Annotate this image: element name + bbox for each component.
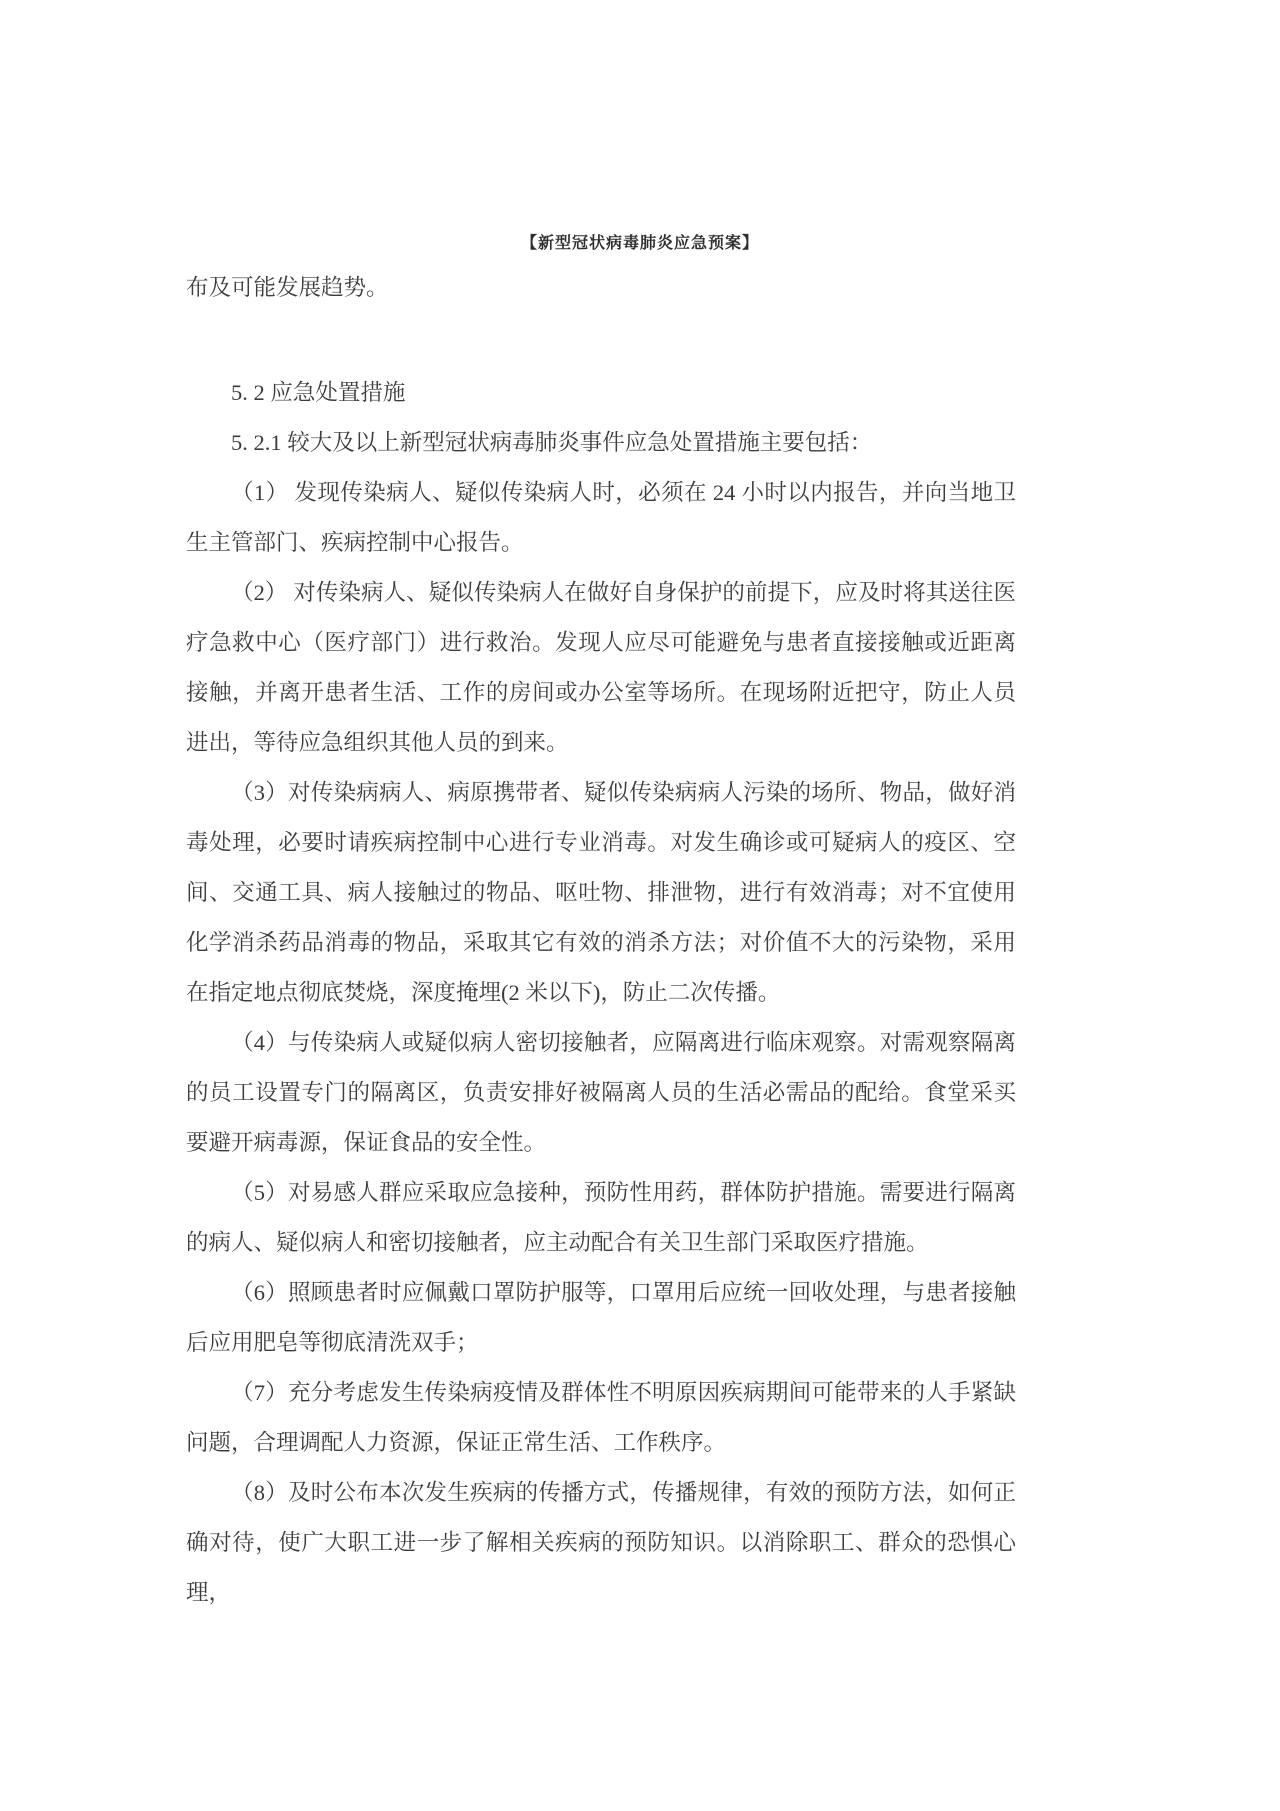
paragraph-item-7: （7）充分考虑发生传染病疫情及群体性不明原因疾病期间可能带来的人手紧缺问题，合理调配人力资源，保证正常生活、工作秩序。 (186, 1380, 1016, 1455)
section-heading-5-2: 5. 2 应急处置措施 (231, 380, 406, 405)
paragraph-item-5: （5）对易感人群应采取应急接种，预防性用药，群体防护措施。需要进行隔离的病人、疑似病人和密切接触者，应主动配合有关卫生部门采取医疗措施。 (186, 1180, 1016, 1255)
paragraph-item-1: （1） 发现传染病人、疑似传染病人时，必须在 24 小时以内报告，并向当地卫生主管部门、疾病控制中心报告。 (186, 480, 1016, 555)
section-heading-5-2-1: 5. 2.1 较大及以上新型冠状病毒肺炎事件应急处置措施主要包括： (231, 430, 873, 455)
paragraph-item-4: （4）与传染病人或疑似病人密切接触者，应隔离进行临床观察。对需观察隔离的员工设置专门的隔离区，负责安排好被隔离人员的生活必需品的配给。食堂采买要避开病毒源，保证食品的安全性。 (186, 1030, 1016, 1155)
paragraph-item-8: （8）及时公布本次发生疾病的传播方式，传播规律，有效的预防方法，如何正确对待，使广大职工进一步了解相关疾病的预防知识。以消除职工、群众的恐惧心理， (186, 1480, 1016, 1605)
page-header-title: 【新型冠状病毒肺炎应急预案】 (520, 235, 759, 252)
paragraph-item-3: （3）对传染病病人、病原携带者、疑似传染病病人污染的场所、物品，做好消毒处理，必要时请疾病控制中心进行专业消毒。对发生确诊或可疑病人的疫区、空间、交通工具、病人接触过的物品、呕吐物、排泄物，进行有效消毒；对不宜使用化学消杀药品消毒的物品，采取其它有效的消杀方法；对价值不大的污染物，采用在指定地点彻底焚烧，深度掩埋(2 米以下)，防止二次传播。 (186, 780, 1016, 1005)
paragraph-item-6: （6）照顾患者时应佩戴口罩防护服等，口罩用后应统一回收处理，与患者接触后应用肥皂等彻底清洗双手； (186, 1280, 1016, 1355)
paragraph-item-2: （2） 对传染病人、疑似传染病人在做好自身保护的前提下，应及时将其送往医疗急救中心（医疗部门）进行救治。发现人应尽可能避免与患者直接接触或近距离接触，并离开患者生活、工作的房间或办公室等场所。在现场附近把守，防止人员进出，等待应急组织其他人员的到来。 (186, 580, 1016, 755)
document-body (186, 263, 1016, 1618)
paragraph-continuation: 布及可能发展趋势。 (186, 275, 389, 300)
